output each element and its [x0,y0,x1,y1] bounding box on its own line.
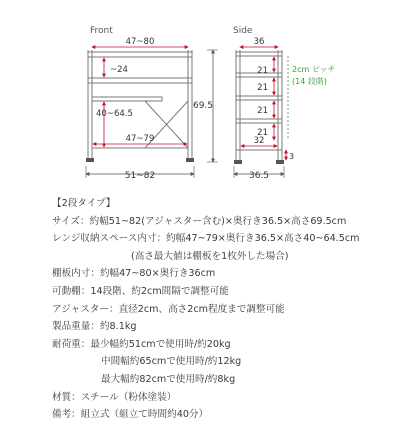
front-range-height-label: 40~64.5 [96,109,133,119]
side-label: Side [233,26,253,36]
spec-load-min: 耐荷重：最少幅約51cmで使用時/約20kg [52,338,231,350]
spec-weight: 製品重量：約8.1kg [52,321,137,333]
side-caster-height-label: 3 [289,152,295,161]
dimension-diagram [0,0,400,190]
spec-range-space-note: (高さ最大値は棚板を1枚外した場合) [131,250,289,262]
side-height-label-4: 21 [257,128,268,138]
spec-range-space: レンジ収納スペース内寸：約幅47~79×奥行き36.5×高さ40~64.5cm [52,233,360,245]
side-casters [234,160,284,164]
side-total-depth-label: 36.5 [248,171,270,181]
front-top-width-label: 47~80 [125,37,155,47]
front-casters [86,158,194,162]
spec-title: 【2段タイプ】 [52,198,116,209]
side-height-label-1: 21 [257,66,268,76]
spec-material: 材質：スチール（粉体塗装） [52,391,177,403]
front-label: Front [90,26,113,36]
side-top-depth-label: 36 [253,37,265,47]
spec-adjuster: アジャスター：直径2cm、高さ2cm程度まで調整可能 [52,303,285,315]
pitch-note: 2cm ピッチ [292,65,336,74]
total-height-label: 69.5 [192,101,214,111]
side-height-label-3: 21 [257,106,268,116]
side-inner-depth-label: 32 [253,136,265,146]
spec-shelf-inner: 棚板内寸：約幅47~80×奥行き36cm [52,268,216,280]
spec-list [52,195,397,424]
front-total-width-label: 51~82 [124,171,156,181]
spec-size: サイズ：約幅51~82(アジャスター含む)×奥行き36.5×高さ69.5cm [52,215,347,227]
spec-load-max: 最大幅約82cmで使用時/約8kg [101,373,236,385]
front-inner-width-label: 47~79 [125,134,155,144]
front-shelf-gap-label: ~24 [110,65,128,75]
spec-movable-shelf: 可動棚：14段階、約2cm間隔で調整可能 [52,285,229,297]
pitch-steps: (14 段階) [292,77,327,86]
spec-load-mid: 中間幅約65cmで使用時/約12kg [101,356,242,368]
spec-note: 備考：組立式（組立て時間約40分） [52,409,209,421]
side-height-label-2: 21 [257,83,268,93]
